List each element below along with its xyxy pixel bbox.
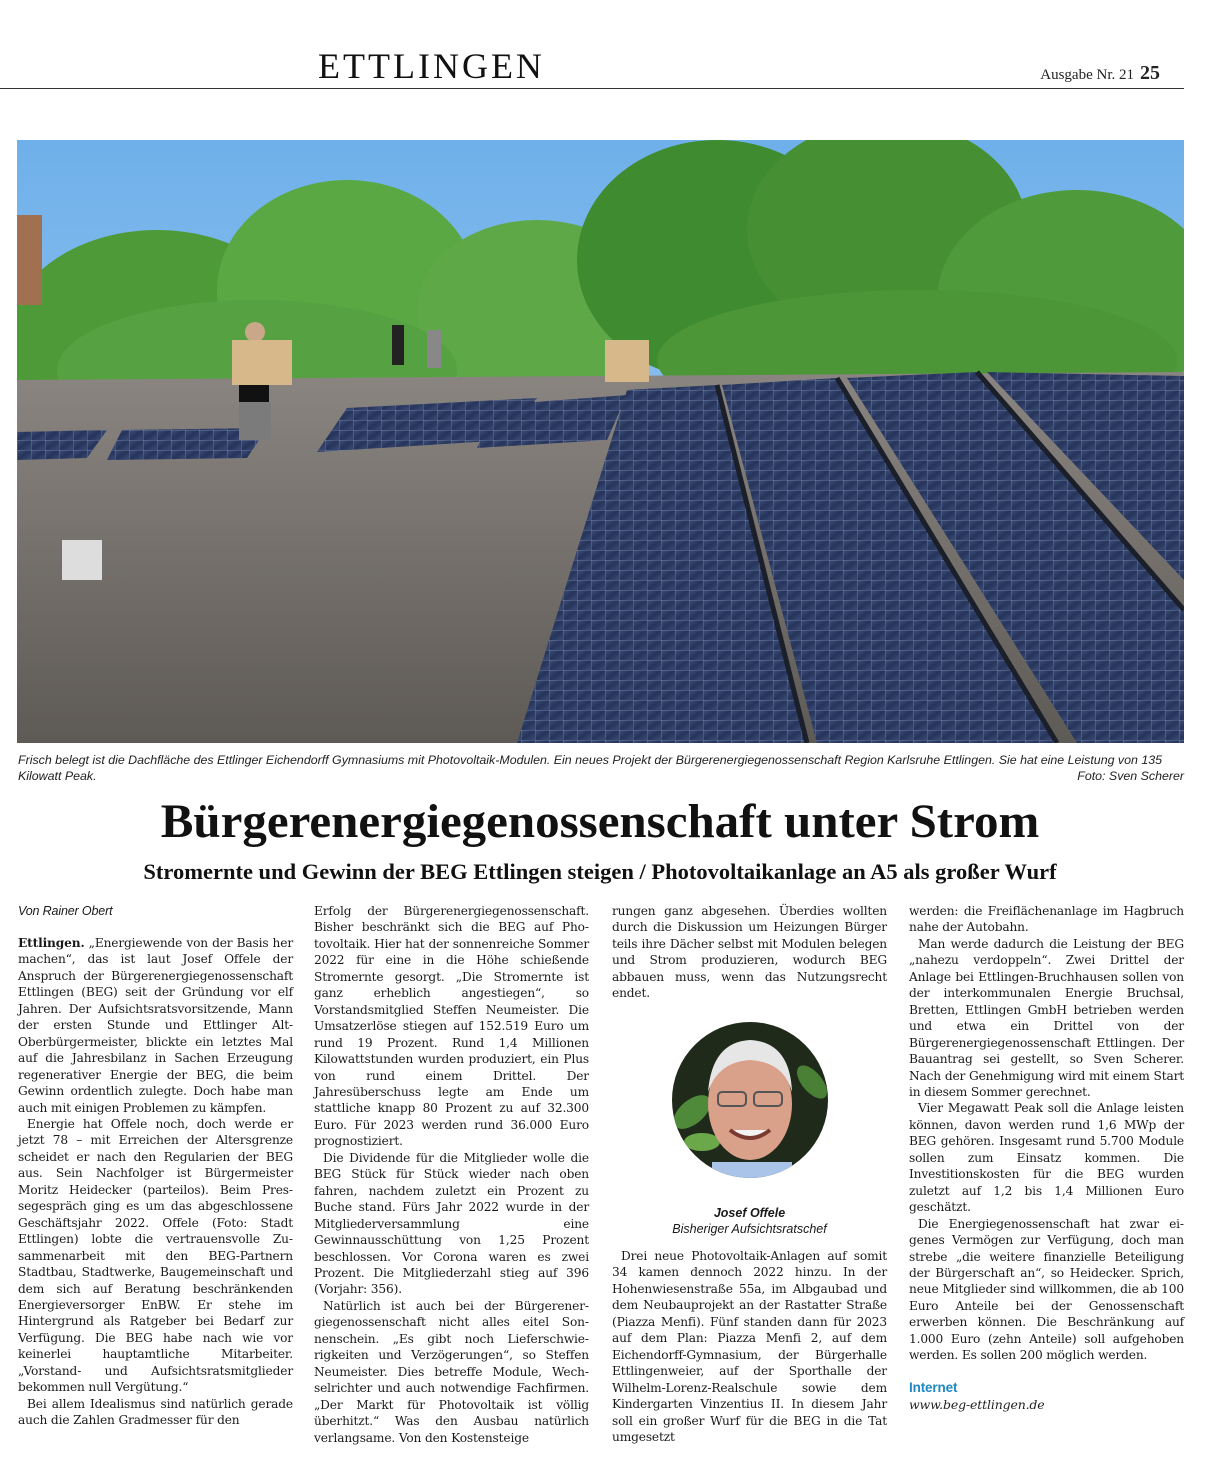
issue-info <box>1040 62 1160 85</box>
paragraph: Natürlich ist auch bei der Bürgerenergiegenossenschaft nicht alles eitel Sonnenschein. „Es gibt noch Lieferschwierigkeiten und Verzögerungen“, so Steffen Neumeister. Dies betreffe Module, Wechselrichter und auch notwendige Fachfirmen. „Der Markt für Photovoltaik ist völlig überhitzt.“ Was den Ausbau natürlich verlangsame. Von den Kostensteige <box>314 1298 589 1445</box>
paragraph: Energie hat Offele noch, doch werde er jetzt 78 – mit Erreichen der Altersgrenze scheidet er nach den Regularien der BEG aus. Sein Nachfolger ist Bürgermeister Moritz Heidecker (parteilos). Beim Pressegespräch ging es um das abgeschlossene Geschäftsjahr 2022. Offele (Foto: Stadt Ettlingen) lobte die vertrauensvolle Zusammenarbeit mit den BEG-Partnern Stadtbau, Stadtwerke, Baugemeinschaft und dem sich auf Beratung beschränkenden Energieversorger EnBW. Er stehe im Hintergrund als Ratgeber bei Bedarf zur Verfügung. Die BEG habe nach wie vor keinerlei hauptamtliche Mitarbeiter. „Vorstand- und Aufsichtsratsmitglieder bekommen null Vergütung.“ <box>18 1116 293 1395</box>
paragraph: rungen ganz abgesehen. Überdies wollten durch die Diskussion um Heizungen Bürger teils ihre Dächer selbst mit Modulen belegen und Strom produzieren, wodurch BEG abbauen muss, wenn das Nutzungsrecht endet. <box>612 904 887 1001</box>
portrait-name: Josef Offele <box>713 1206 786 1220</box>
paragraph <box>18 935 293 1116</box>
main-photo <box>17 140 1184 743</box>
dateline: Ettlingen. <box>18 936 85 950</box>
photo-caption <box>18 752 1184 784</box>
article-column-2 <box>314 903 589 1446</box>
paragraph: Die Dividende für die Mitglieder wolle die BEG Stück für Stück wieder nach oben fahren, nachdem zuletzt ein Prozent zu Buche stand. Fürs Jahr 2022 wurde in der Mitgliederversammlung eine Gewinnausschüttung von 1,25 Prozent beschlossen. Vor Corona waren es zwei Prozent. Die Mitgliederzahl stieg auf 396 (Vorjahr: 356). <box>314 1150 589 1297</box>
portrait-box <box>612 1018 887 1237</box>
building <box>17 215 42 305</box>
solar-roof-photo <box>17 140 1184 743</box>
paragraph: Die Energiegenossenschaft hat zwar eigenes Vermögen zur Verfügung, doch man strebe „die weitere finanzielle Beteiligung der Bürgerschaft an“, so Heidecker. Sprich, neue Mitglieder sind willkommen, die ab 100 Euro Anteile bei der Genossenschaft erwerben können. Die Beschränkung auf 1.000 Euro (zehn Anteile) soll aufgehoben werden. Es sollen 200 möglich werden. <box>909 1216 1184 1363</box>
article-column-4 <box>909 903 1184 1414</box>
paragraph: Vier Megawatt Peak soll die Anlage leisten können, davon werden rund 1,6 MWp der BEG gehören. Insgesamt rund 5.700 Module sollen zum Einsatz kommen. Die Investitionskosten für die BEG wurden zuletzt auf 1,2 bis 1,4 Millionen Euro geschätzt. <box>909 1101 1184 1215</box>
website-link[interactable]: www.beg-ettlingen.de <box>909 1396 1045 1412</box>
paragraph: Drei neue Photovoltaik-Anlagen auf somit 34 kamen dennoch 2022 hinzu. In der Hohenwiesenstraße 55a, im Albgaubad und dem Neubauprojekt an der Rastatter Straße (Piazza Menfi). Fünf standen dann für 2023 auf dem Plan: Piazza Menfi 2, auf dem Eichendorff-Gymnasium, der Bürgerhalle Ettlingenweier, auf der Sporthalle der Wilhelm-Lorenz-Realschule sowie dem Kindergarten Vinzentius II. In diesem Jahr soll ein großer Wurf für die BEG in die Tat umgesetzt <box>612 1249 887 1444</box>
paragraph: Erfolg der Bürgerenergiegenossenschaft. Bisher beschränkt sich die BEG auf Photovoltaik. Hier hat der sonnenreiche Sommer 2022 für eine in die Höhe schießende Stromernte gesorgt. „Die Stromernte ist ganz erheblich angestiegen“, so Vorstandsmitglied Steffen Neumeister. Die Umsatzerlöse stiegen auf 152.519 Euro um rund 19 Prozent. Rund 1,4 Millionen Kilowattstunden wurden produziert, ein Plus von rund einem Drittel. Der Jahresüberschuss legte am Ende um stattliche knapp 80 Prozent zu auf 32.300 Euro. Für 2023 werden rund 36.000 Euro prognostiziert. <box>314 904 589 1149</box>
article-column-1 <box>18 903 293 1429</box>
solar-panels-right <box>517 372 1184 743</box>
portrait-role: Bisheriger Aufsichtsratschef <box>672 1222 827 1236</box>
page-number: 25 <box>1140 62 1160 84</box>
photo-credit: Foto: Sven Scherer <box>1077 769 1184 783</box>
article-column-3 <box>612 903 887 1002</box>
section-title: ETTLINGEN <box>318 46 545 86</box>
paragraph-text: „Energiewende von der Basis her machen“, das ist laut Josef Offele der Anspruch der Bürgerenergiegenossenschaft Ettlingen (BEG) seit der Gründung vor elf Jahren. Der Aufsichtsratsvorsitzende, Mann der ersten Stunde und Ettlinger Alt-Oberbürgermeister, blickte ein letztes Mal auf die Jahresbilanz in Sachen Erzeugung regenerativer Energie der BEG, die beim Gewinn ordentlich zulegte. Doch habe man auch mit einigen Problemen zu kämpfen. <box>18 936 293 1115</box>
byline: Von Rainer Obert <box>18 904 113 918</box>
portrait-image <box>672 1022 828 1178</box>
paragraph: werden: die Freiflächenanlage im Hagbruch nahe der Autobahn. <box>909 904 1184 935</box>
subheadline: Stromernte und Gewinn der BEG Ettlingen steigen / Photovoltaikanlage an A5 als großer Wurf <box>143 859 1057 884</box>
portrait-photo <box>672 1022 828 1178</box>
internet-label: Internet <box>909 1379 958 1395</box>
header-rule <box>0 88 1184 89</box>
headline: Bürgerenergiegenossenschaft unter Strom <box>160 795 1040 848</box>
paragraph: Man werde dadurch die Leistung der BEG „nahezu verdoppeln“. Zwei Drittel der Anlage bei Ettlingen-Bruchhausen sollen von der interkommunalen Energie Bruchsal, Bretten, Ettlingen GmbH betrieben werden und etwa ein Drittel von der Bürgerenergiegenossenschaft Ettlingen. Der Bauantrag sei gestellt, so Sven Scherer. Nach der Genehmigung wird mit einem Start in diesem Sommer gerechnet. <box>909 936 1184 1099</box>
paragraph: Bei allem Idealismus sind natürlich gerade auch die Zahlen Gradmesser für den <box>18 1396 293 1428</box>
caption-text: Frisch belegt ist die Dachfläche des Ettlinger Eichendorff Gymnasiums mit Photovoltaik-Modulen. Ein neues Projekt der Bürgerenergiegenossenschaft Region Karlsruhe Ettlingen. Sie hat eine Leistung von 135 Kilowatt Peak. <box>18 753 1163 783</box>
issue-number: Ausgabe Nr. 21 <box>1040 67 1134 83</box>
article-column-3-continued <box>612 1248 887 1445</box>
